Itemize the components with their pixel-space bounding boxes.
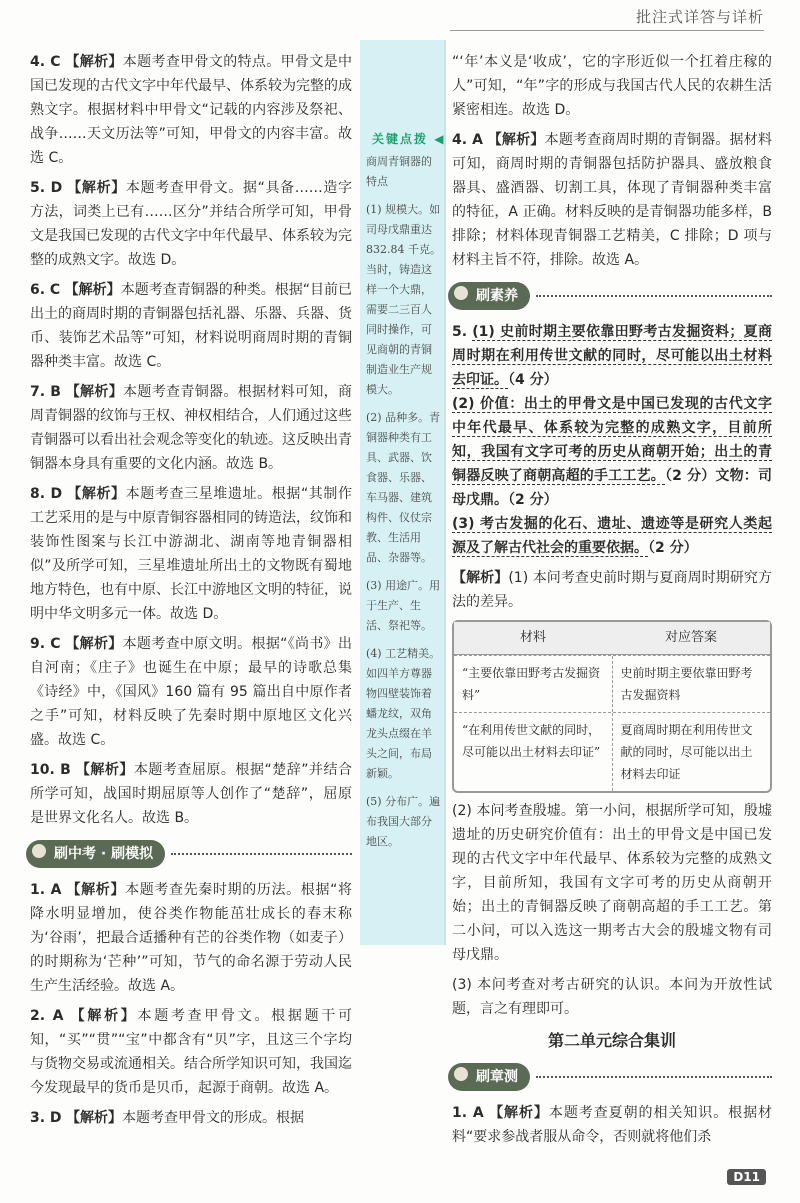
- unit-title: 第二单元综合集训: [547, 1031, 676, 1050]
- section-header-chapter: [448, 1063, 772, 1091]
- answer-item-4: 4. C 【解析】本题考查甲骨文的特点。甲骨文是中国已发现的古代文字中年代最早、体系较为完整的成熟文字。根据材料中甲骨文“记载的内容涉及祭祀、战争……天文历法等”可知，甲骨文的内容丰富。故选 C。: [30, 54, 353, 166]
- chapter-item-1: 1. A 【解析】本题考查夏朝的相关知识。根据材料“要求参战者服从命令，否则就将他们杀: [452, 1105, 773, 1145]
- key-points-body: [366, 152, 442, 852]
- section-header-literacy: [448, 282, 772, 310]
- material-answer-table: [452, 620, 772, 793]
- left-column: [30, 50, 352, 1136]
- table-cell: “在利用传世文献的同时，尽可能以出土材料去印证”: [454, 713, 613, 791]
- key-point-4: (4) 工艺精美。如四羊方尊器物四壁装饰着蟠龙纹，双角龙头点缀在羊头之间，布局新颖。: [366, 647, 441, 780]
- header-rule: [450, 30, 764, 31]
- question-5-answer: 5. (1) 史前时期主要依靠田野考古发掘资料；夏商周时期在利用传世文献的同时，尽可能以出土材料去印证。（4 分） (2) 价值：出土的甲骨文是中国已发现的古代文字中年代最早、体系较为完整的成熟文字，目前所知，我国有文字可考的历史从商朝开始；出土的青铜器反映了商朝高超的手工工艺。（2 分）文物：司母戊鼎。（2 分） (3) 考古发掘的化石、遗址、遗迹等是研究人类起源及了解古代社会的重要依据。（2 分）: [452, 324, 773, 556]
- section-divider: [536, 295, 772, 297]
- right-column: [452, 50, 772, 1155]
- running-header: 批注式详答与详析: [635, 8, 764, 26]
- page-number: D11: [727, 1169, 766, 1185]
- table-cell: 史前时期主要依靠田野考古发掘资料: [620, 666, 753, 702]
- section-pill: 刷中考 · 刷模拟: [26, 840, 165, 868]
- answer-item-9: 9. C 【解析】本题考查中原文明。根据“《尚书》出自河南；《庄子》也诞生在中原；最早的诗歌总集《诗经》中，《国风》160 篇有 95 篇出自中原作者之手”可知，材料反映了先秦时期中原地区文化兴盛。故选 C。: [30, 636, 352, 748]
- table-header: [454, 622, 770, 655]
- key-point-5: (5) 分布广。遍布我国大部分地区。: [366, 795, 441, 848]
- mock-item-1: 1. A 【解析】本题考查先秦时期的历法。根据“将降水明显增加，使谷类作物能茁壮成长的春末称为‘谷雨’，把最合适播种有芒的谷类作物（如麦子）的时期称为‘芒种’”可知，节气的命名源于劳动人民生产生活经验。故选 A。: [30, 882, 352, 994]
- answer-item-5: 5. D 【解析】本题考查甲骨文。据“具备……造字方法，词类上已有……区分”并结合所学可知，甲骨文是我国已发现的古代文字中年代最早、体系较为完整的成熟文字。故选 D。: [30, 180, 352, 268]
- table-cell: “主要依靠田野考古发掘资料”: [454, 656, 613, 712]
- table-header-cell: 材料: [519, 630, 546, 645]
- table-row: [454, 712, 770, 791]
- answer-item-10: 10. B 【解析】本题考查屈原。根据“楚辞”并结合所学可知，战国时期屈原等人创作了“楚辞”，屈原是世界文化名人。故选 B。: [30, 762, 353, 826]
- question-5-analysis-2: (2) 本问考查殷墟。第一小问，根据所学可知，殷墟遗址的历史研究价值有：出土的甲骨文是中国已发现的古代文字中年代最早、体系较为完整的成熟文字，目前所知，我国有文字可考的历史从商朝开始；出土的青铜器反映了商朝高超的手工工艺。第二小问，可以入选这一期考古大会的殷墟文物有司母戊鼎。: [452, 803, 772, 963]
- key-point-heading: 商周青铜器的特点: [366, 155, 432, 188]
- answer-item-8: 8. D 【解析】本题考查三星堆遗址。根据“其制作工艺采用的是与中原青铜容器相同的铸造法，纹饰和装饰性图案与长江中游湖北、湖南等地青铜器相似”及所学可知，三星堆遗址所出土的文物既有蜀地地方特色，也有中原、长江中游地区文明的特征，说明中华文明多元一体。故选 D。: [30, 486, 353, 622]
- section-pill: 刷素养: [448, 282, 530, 310]
- section-divider: [536, 1076, 772, 1078]
- answer-item-4b: 4. A 【解析】本题考查商周时期的青铜器。据材料可知，商周时期的青铜器包括防护器具、盛放粮食器具、盛酒器、切割工具，体现了青铜器种类丰富的特征，A 正确。材料反映的是青铜器功能多样，B 排除；材料体现青铜器工艺精美，C 排除；D 项与材料主旨不符，排除。故选 A。: [452, 132, 773, 268]
- mock-item-3: 3. D 【解析】本题考查甲骨文的形成。根据: [30, 1110, 305, 1126]
- key-point-2: (2) 品种多。青铜器种类有工具、武器、饮食器、乐器、车马器、建筑构件、仪仗宗教、生活用品、杂器等。: [366, 411, 441, 564]
- key-points-title: 关键点拨 ◀: [372, 130, 445, 147]
- section-header-mock: [26, 840, 352, 868]
- table-cell: 夏商周时期在利用传世文献的同时，尽可能以出土材料去印证: [620, 723, 753, 781]
- key-point-3: (3) 用途广。用于生产、生活、祭祀等。: [366, 579, 441, 632]
- answer-item-6: 6. C 【解析】本题考查青铜器的种类。根据“目前已出土的商周时期的青铜器包括礼器、乐器、兵器、货币、装饰艺术品等”可知，材料说明商周时期的青铜器种类丰富。故选 C。: [30, 282, 352, 370]
- section-divider: [171, 853, 352, 855]
- mock-item-2: 2. A 【解析】本题考查甲骨文。根据题干可知，“买”“贯”“宝”中都含有“贝”字，且这三个字均与货物交易或流通相关。结合所学知识可知，我国迄今发现最早的货币是贝币，起源于商朝。故选 A。: [30, 1008, 353, 1096]
- question-5-analysis-3: (3) 本问考查对考古研究的认识。本问为开放性试题，言之有理即可。: [452, 977, 772, 1017]
- table-header-cell: 对应答案: [664, 630, 717, 645]
- continued-text: “‘年’本义是‘收成’，它的字形近似一个扛着庄稼的人”可知，“年”字的形成与我国古代人民的农耕生活紧密相连。故选 D。: [452, 54, 772, 118]
- question-5-analysis: 【解析】(1) 本问考查史前时期与夏商周时期研究方法的差异。: [452, 570, 772, 610]
- table-row: [454, 655, 770, 712]
- key-point-1: (1) 规模大。如司母戊鼎重达 832.84 千克。当时，铸造这样一个大鼎，需要二三百人同时操作，可见商朝的青铜制造业生产规模大。: [366, 203, 441, 396]
- section-pill: 刷章测: [448, 1063, 530, 1091]
- answer-item-7: 7. B 【解析】本题考查青铜器。根据材料可知，商周青铜器的纹饰与王权、神权相结合，人们通过这些青铜器可以看出社会观念等变化的轨迹。这反映出青铜器本身具有重要的文化内涵。故选 B。: [30, 384, 353, 472]
